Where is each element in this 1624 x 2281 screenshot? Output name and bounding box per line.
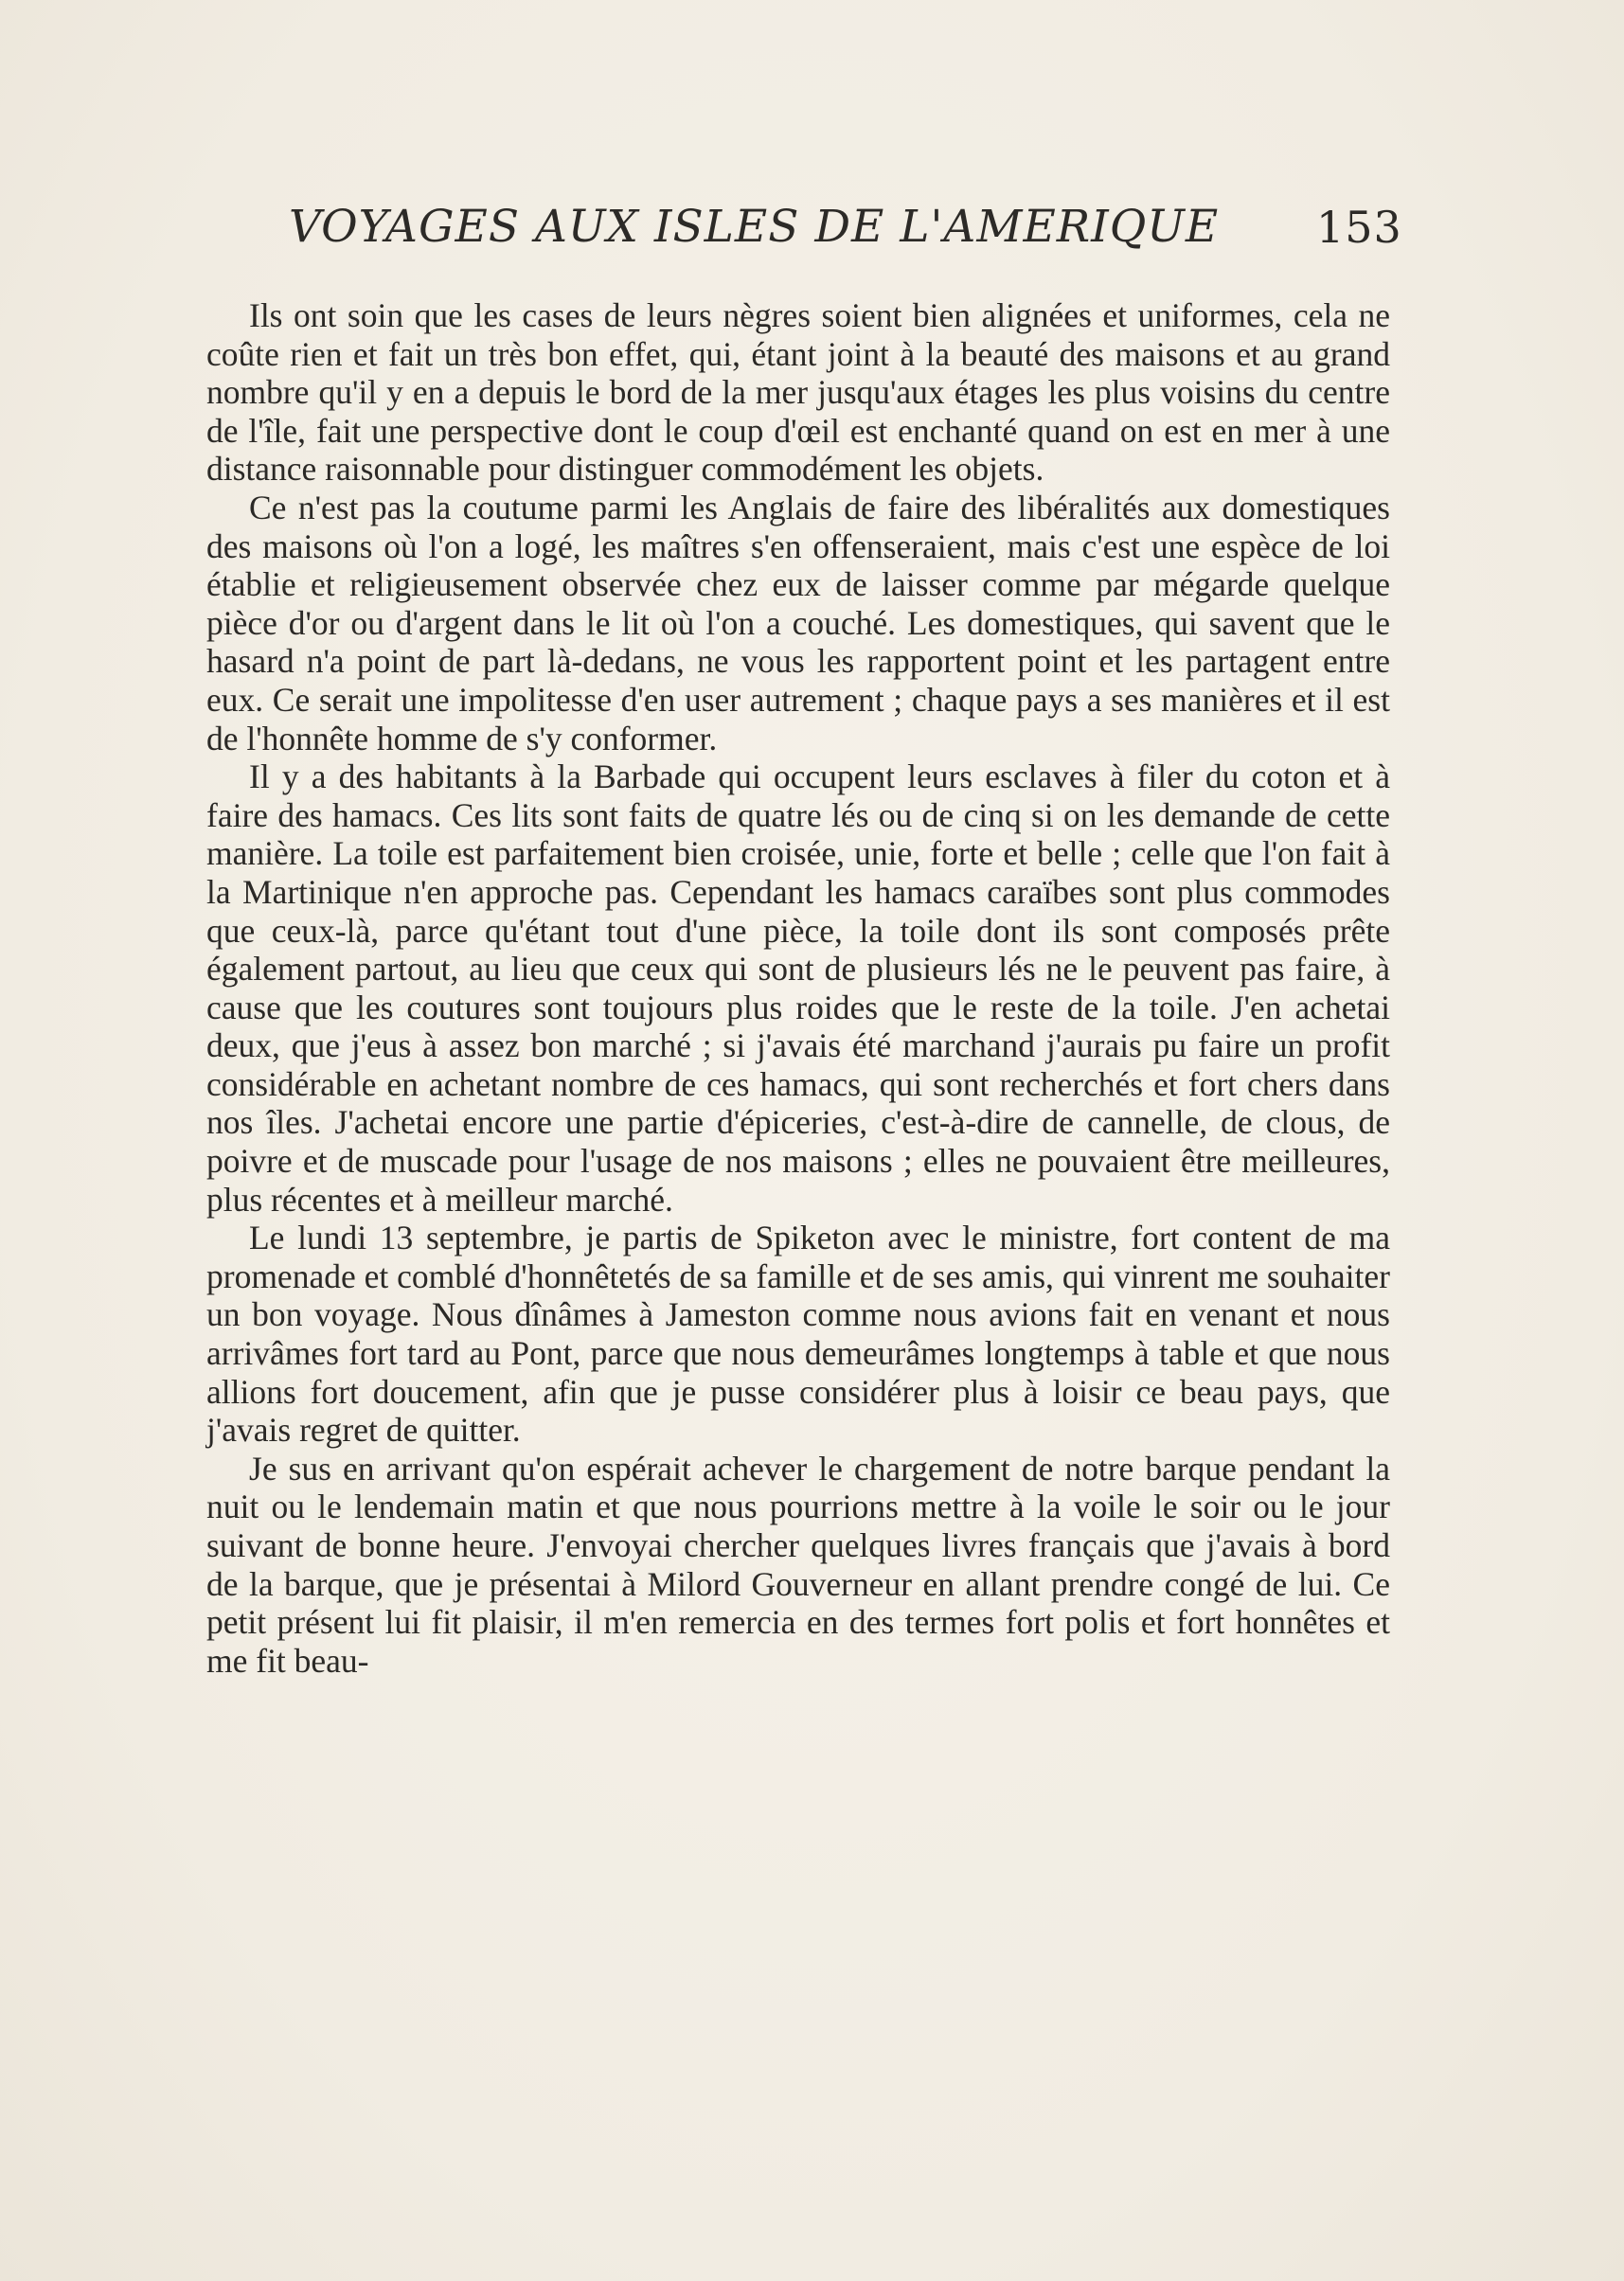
- paragraph: Ce n'est pas la coutume parmi les Anglais de faire des libéralités aux domestiques des maisons où l'on a logé, les maîtres s'en offenseraient, mais c'est une espèce de loi établie et religieusement observée chez eux de laisser comme par mégarde quelque pièce d'or ou d'argent dans le lit où l'on a couché. Les domestiques, qui savent que le hasard n'a point de part là-dedans, ne vous les rapportent point et les partagent entre eux. Ce serait une impolitesse d'en user autrement ; chaque pays a ses manières et il est de l'honnête homme de s'y conformer.: [206, 488, 1390, 757]
- paragraph: Il y a des habitants à la Barbade qui occupent leurs esclaves à filer du coton et à faire des hamacs. Ces lits sont faits de quatre lés ou de cinq si on les demande de cette manière. La toile est parfaitement bien croisée, unie, forte et belle ; celle que l'on fait à la Martinique n'en approche pas. Cependant les hamacs caraïbes sont plus commodes que ceux-là, parce qu'étant tout d'une pièce, la toile dont ils sont composés prête également partout, au lieu que ceux qui sont de plusieurs lés ne le peuvent pas faire, à cause que les coutures sont toujours plus roides que le reste de la toile. J'en achetai deux, que j'eus à assez bon marché ; si j'avais été marchand j'aurais pu faire un profit considérable en achetant nombre de ces hamacs, qui sont recherchés et fort chers dans nos îles. J'achetai encore une partie d'épiceries, c'est-à-dire de cannelle, de clous, de poivre et de muscade pour l'usage de nos maisons ; elles ne pouvaient être meilleures, plus récentes et à meilleur marché.: [206, 757, 1390, 1219]
- body-text: [206, 296, 1390, 1680]
- running-title: VOYAGES AUX ISLES DE L'AMERIQUE: [289, 201, 1220, 253]
- page-number: 153: [1316, 202, 1402, 253]
- page-header: [289, 194, 1406, 260]
- paragraph: Ils ont soin que les cases de leurs nègres soient bien alignées et uniformes, cela ne coûte rien et fait un très bon effet, qui, étant joint à la beauté des maisons et au grand nombre qu'il y en a depuis le bord de la mer jusqu'aux étages les plus voisins du centre de l'île, fait une perspective dont le coup d'œil est enchanté quand on est en mer à une distance raisonnable pour distinguer commodément les objets.: [206, 296, 1390, 489]
- paragraph: Le lundi 13 septembre, je partis de Spiketon avec le ministre, fort content de ma promenade et comblé d'honnêtetés de sa famille et de ses amis, qui vinrent me souhaiter un bon voyage. Nous dînâmes à Jameston comme nous avions fait en venant et nous arrivâmes fort tard au Pont, parce que nous demeurâmes longtemps à table et que nous allions fort doucement, afin que je pusse considérer plus à loisir ce beau pays, que j'avais regret de quitter.: [206, 1219, 1390, 1450]
- paragraph: Je sus en arrivant qu'on espérait achever le chargement de notre barque pendant la nuit ou le lendemain matin et que nous pourrions mettre à la voile le soir ou le jour suivant de bonne heure. J'envoyai chercher quelques livres français que j'avais à bord de la barque, que je présentai à Milord Gouverneur en allant prendre congé de lui. Ce petit présent lui fit plaisir, il m'en remercia en des termes fort polis et fort honnêtes et me fit beau-: [206, 1449, 1390, 1680]
